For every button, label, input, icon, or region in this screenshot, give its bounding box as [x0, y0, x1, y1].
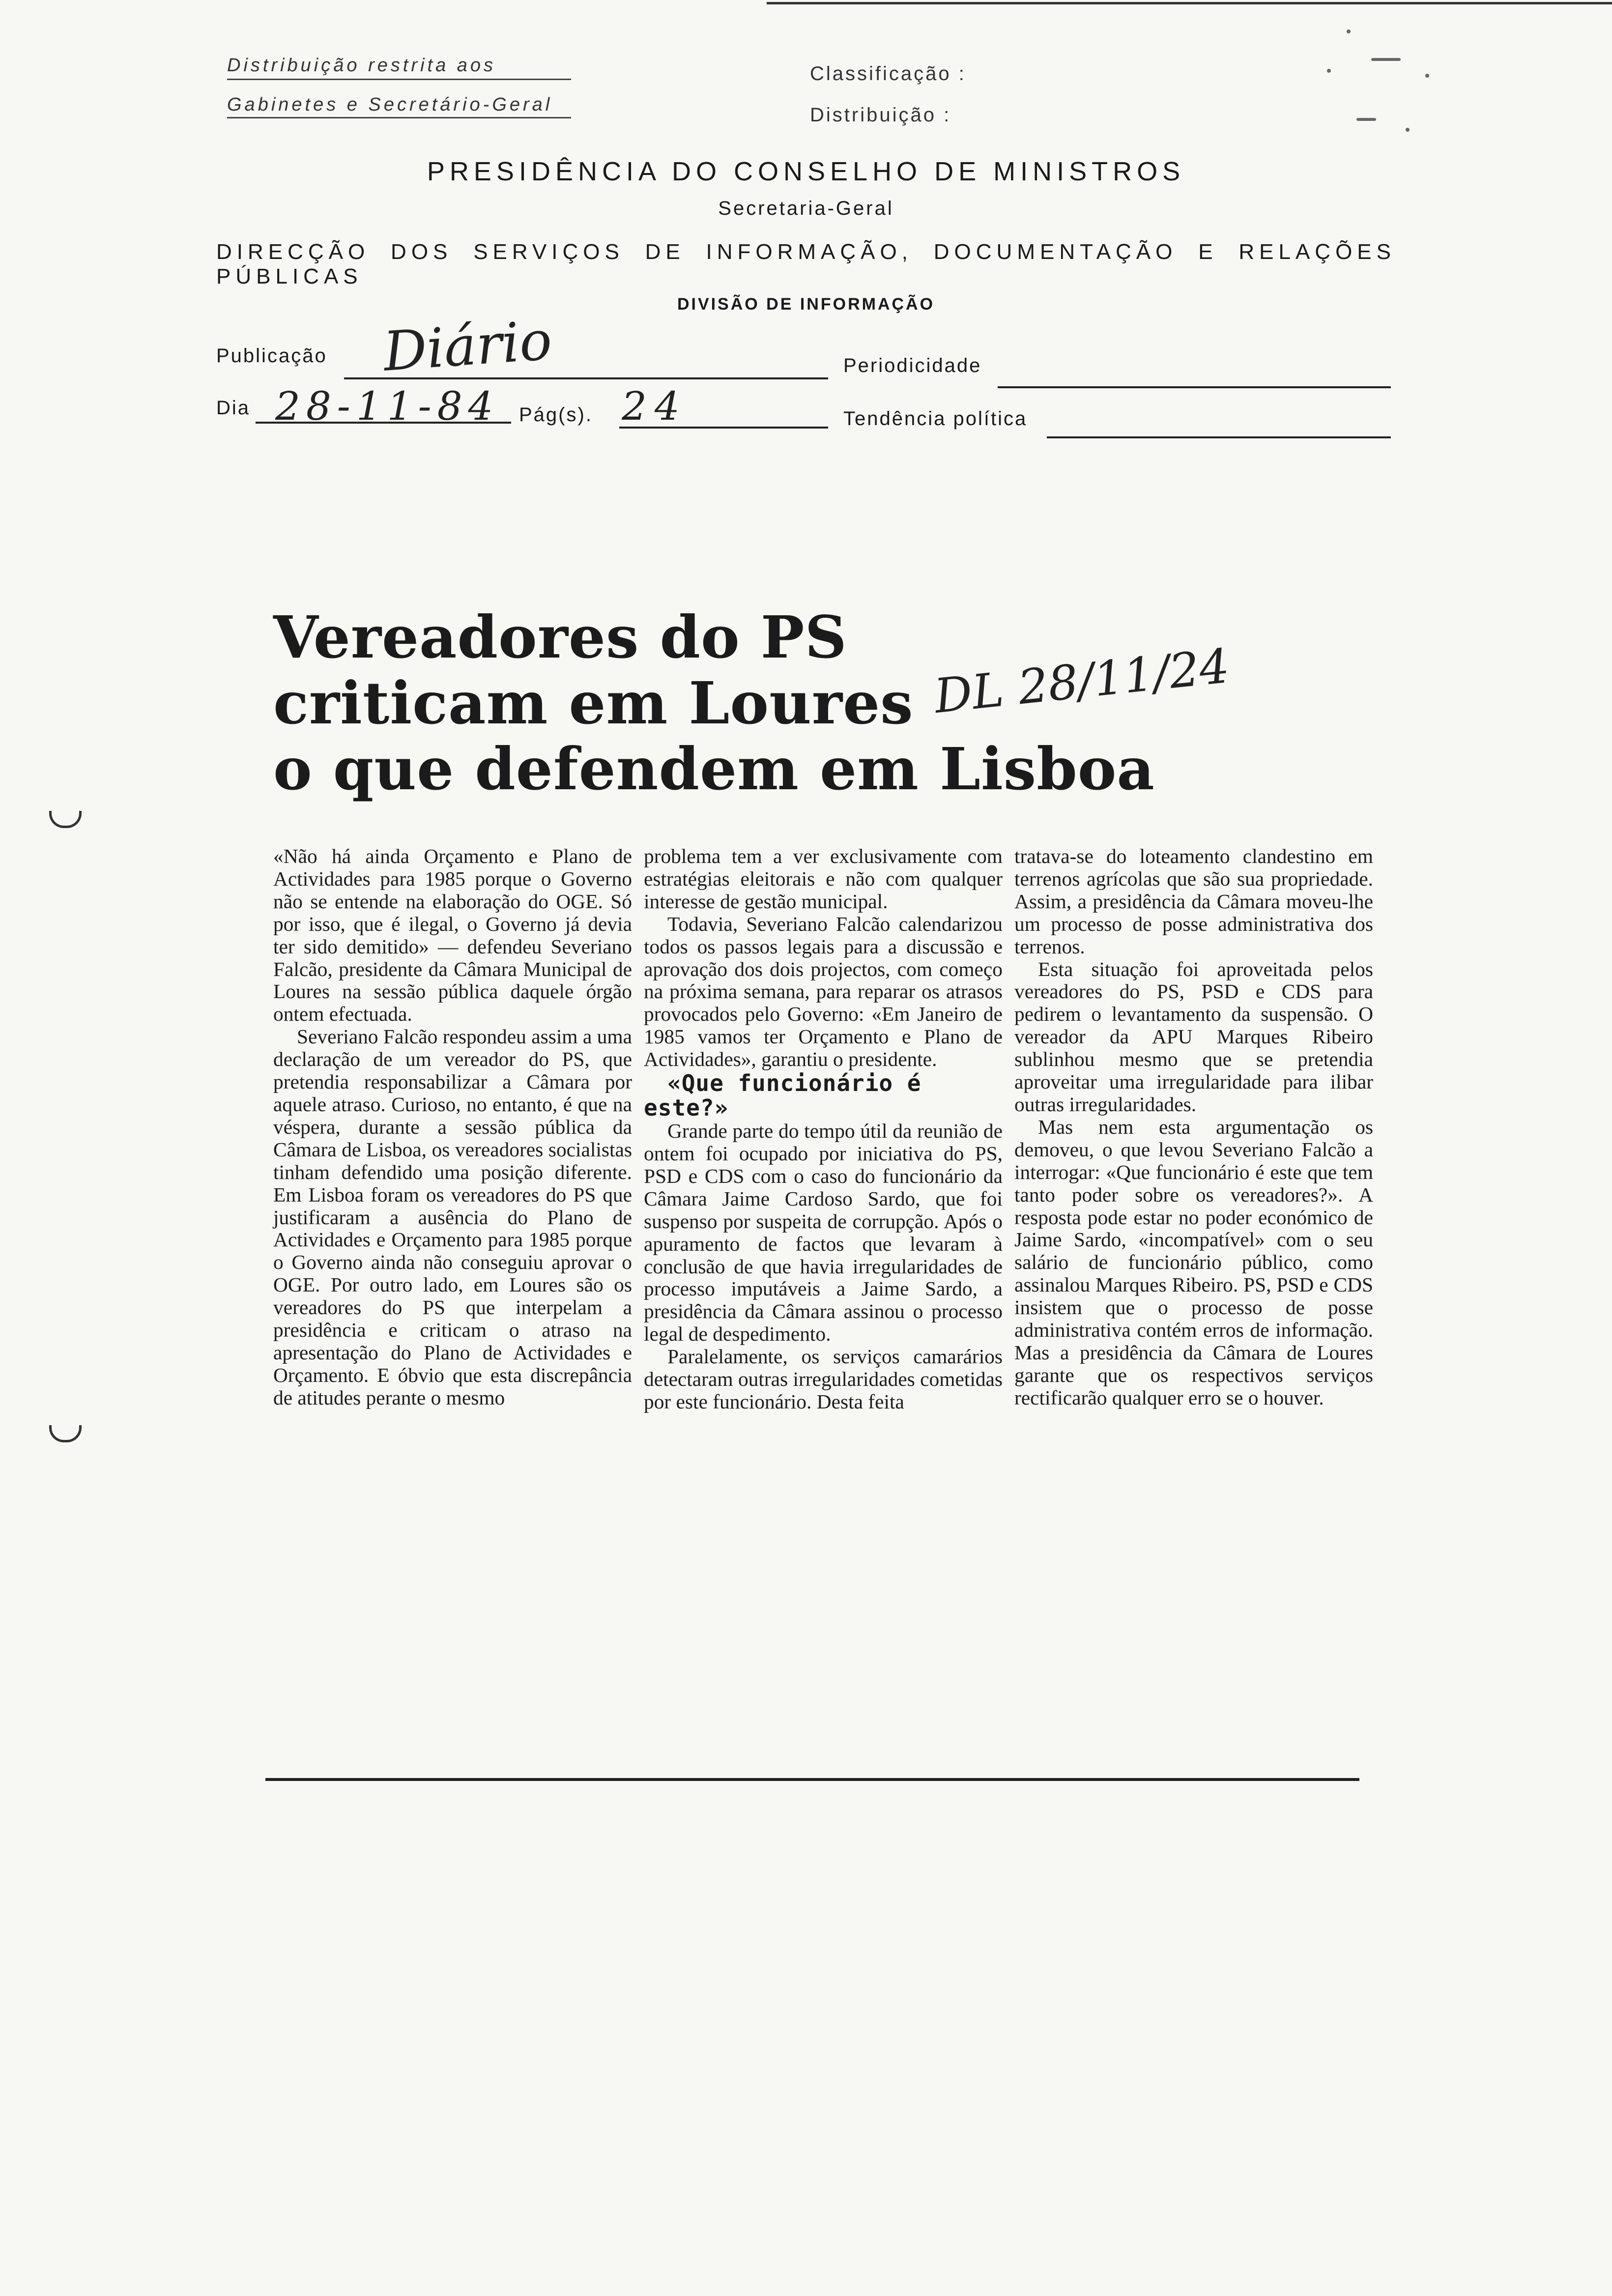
col3-paragraph-2: Esta situação foi aproveitada pelos vereadores do PS, PSD e CDS para pedirem o levantamento da suspensão. O vereador da APU Marques Ribeiro sublinhou mesmo que se pretendia aproveitar uma irregularidade para ilibar outras irregularidades. — [1014, 957, 1373, 1116]
header-presidencia: PRESIDÊNCIA DO CONSELHO DE MINISTROS — [427, 157, 1185, 186]
col1-paragraph-1: «Não há ainda Orçamento e Plano de Actividades para 1985 porque o Governo não se entende na elaboração do OGE. Só por isso, que é ilegal, o Governo já devia ter sido demitido» — defendeu Severiano Falcão, presidente da Câmara Municipal de Loures na sessão pública daquele órgão ontem efectuada. — [273, 845, 632, 1026]
speck — [1406, 128, 1410, 132]
dia-value: 28-11-84 — [275, 383, 499, 429]
handwritten-annotation: DL 28/11/24 — [931, 638, 1232, 724]
speck — [1347, 29, 1351, 33]
header-direccao: DIRECÇÃO DOS SERVIÇOS DE INFORMAÇÃO, DOCUMENTAÇÃO E RELAÇÕES PÚBLICAS — [216, 240, 1396, 288]
top-border-rule — [767, 2, 1612, 4]
headline-line-3: o que defendem em Lisboa — [273, 735, 1155, 803]
col2-paragraph-3: Grande parte do tempo útil da reunião de ontem foi ocupado por iniciativa do PS, PSD e CDS com o caso do funcionário da Câmara Jaime Cardoso Sardo, que foi suspenso por suspeita de corrupção. Após o apuramento de factos que levaram à conclusão de que havia irregularidades de processo imputáveis a Jaime Sardo, a presidência da Câmara assinou o processo legal de despedimento. — [644, 1119, 1003, 1346]
headline-line-2: criticam em Loures — [273, 669, 914, 737]
col2-paragraph-1: problema tem a ver exclusivamente com estratégias eleitorais e não com qualquer interesse de gestão municipal. — [644, 845, 1003, 913]
col2-paragraph-4: Paralelamente, os serviços camarários detectaram outras irregularidades cometidas por este funcionário. Desta feita — [644, 1345, 1003, 1413]
dia-line — [256, 422, 511, 424]
article-column-2 — [644, 845, 1003, 1413]
distribution-underline-1 — [227, 79, 571, 80]
header-divisao: DIVISÃO DE INFORMAÇÃO — [677, 295, 935, 314]
margin-hole-mark-2 — [49, 1425, 82, 1442]
publicacao-label: Publicação — [216, 345, 327, 367]
distribution-note-line2: Gabinetes e Secretário-Geral — [227, 94, 553, 115]
distribution-note-line1: Distribuição restrita aos — [227, 55, 496, 76]
col3-paragraph-3: Mas nem esta argumentação os demoveu, o que levou Severiano Falcão a interrogar: «Que funcionário é este que tem tanto poder sobre os vereadores?». A resposta pode estar no poder económico de Jaime Sardo, «incompatível» com o seu salário de funcionário público, como assinalou Marques Ribeiro. PS, PSD e CDS insistem que o processo de posse administrativa contém erros de informação. Mas a presidência da Câmara de Loures garante que os respectivos serviços rectificarão qualquer erro se o houver. — [1014, 1115, 1373, 1409]
periodicidade-line — [998, 386, 1391, 388]
publicacao-value: Diário — [381, 309, 554, 383]
speck — [1356, 118, 1376, 121]
col2-subhead: «Que funcionário é este?» — [644, 1070, 921, 1121]
pags-label: Pág(s). — [519, 404, 593, 426]
col2-paragraph-2: Todavia, Severiano Falcão calendarizou todos os passos legais para a discussão e aprovação dos dois projectos, com começo na próxima semana, para reparar os atrasos provocados pelo Governo: «Em Janeiro de 1985 vamos ter Orçamento e Plano de Actividades», garantiu o presidente. — [644, 912, 1003, 1071]
article-bottom-rule — [265, 1778, 1359, 1781]
classificacao-label: Classificação : — [810, 63, 966, 85]
tendencia-line — [1047, 436, 1391, 438]
margin-hole-mark-1 — [49, 811, 82, 828]
header-secretaria: Secretaria-Geral — [718, 198, 894, 219]
col1-paragraph-2: Severiano Falcão respondeu assim a uma declaração de um vereador do PS, que pretendia responsabilizar a Câmara por aquele atraso. Curioso, no entanto, é que na véspera, durante a sessão pública da Câmara de Lisboa, os vereadores socialistas tinham defendido uma posição diferente. Em Lisboa foram os vereadores do PS que justificaram a ausência do Plano de Actividades e Orçamento para 1985 porque o Governo ainda não conseguiu aprovar o OGE. Por outro lado, em Loures são os vereadores do PS que interpelam a presidência e criticam o atraso na apresentação do Plano de Actividades e Orçamento. E óbvio que esta discrepância de atitudes perante o mesmo — [273, 1025, 632, 1409]
publicacao-line — [344, 377, 828, 379]
col3-paragraph-1: tratava-se do loteamento clandestino em terrenos agrícolas que são sua propriedade. Assim, a presidência da Câmara moveu-lhe um processo de posse administrativa dos terrenos. — [1014, 845, 1373, 958]
distribution-underline-2 — [227, 117, 571, 118]
speck — [1371, 58, 1401, 61]
article-column-3 — [1014, 845, 1373, 1409]
tendencia-label: Tendência política — [843, 408, 1028, 430]
pags-line — [619, 427, 828, 429]
speck — [1327, 69, 1331, 73]
article-headline — [273, 604, 1305, 802]
pags-value: 24 — [622, 383, 688, 429]
speck — [1425, 74, 1429, 78]
distribuicao-label: Distribuição : — [810, 104, 951, 126]
headline-line-1: Vereadores do PS — [273, 603, 847, 671]
dia-label: Dia — [216, 397, 251, 419]
periodicidade-label: Periodicidade — [843, 355, 982, 376]
article-column-1 — [273, 845, 632, 1409]
